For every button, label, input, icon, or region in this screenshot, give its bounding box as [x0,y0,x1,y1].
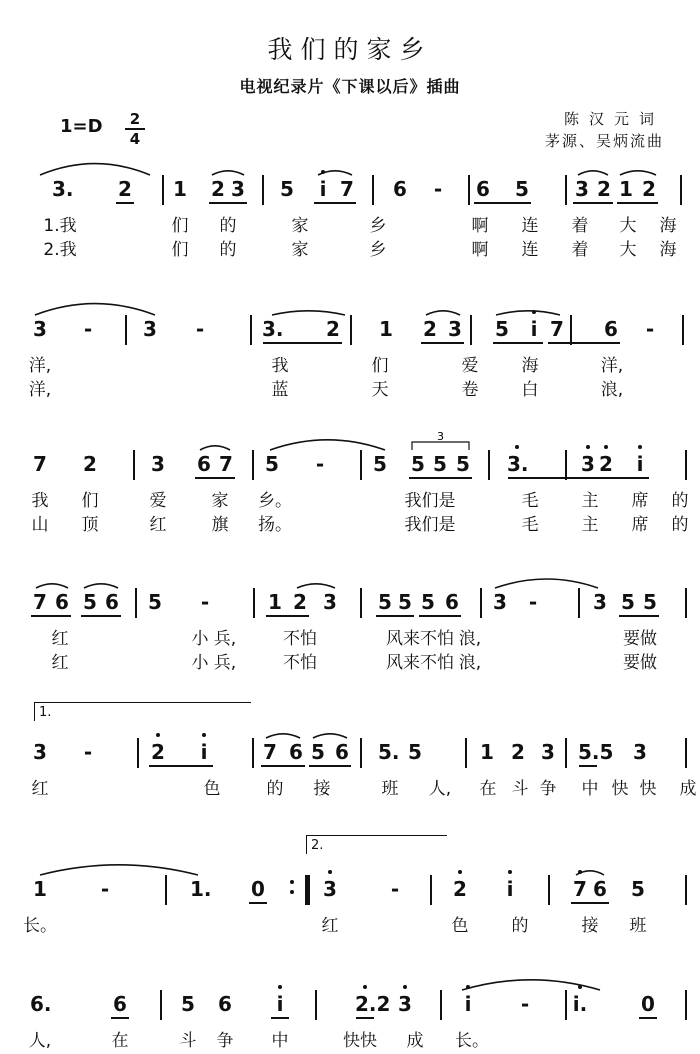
lyric-syllable: 长。 [23,916,57,936]
lyric-syllable: 不怕 [283,629,317,649]
note: 3. [52,177,74,201]
lyric-syllable: 毛 [521,515,539,535]
lyric-syllable: 在 [111,1031,129,1051]
note: 5 [265,452,279,476]
note: 2.2 [355,992,391,1016]
octave-dot [586,445,590,449]
lyric-syllable: 家 [291,240,309,260]
lyric-syllable: 浪, [458,653,482,673]
note: 5 [373,452,387,476]
lyric-syllable: 蓝 [271,380,289,400]
lyric-syllable: 2.我 [43,240,77,260]
note: 3 [323,590,337,614]
notation-marks [0,568,700,628]
note: 5 [421,590,435,614]
note: 2 [151,740,165,764]
note: 2 [511,740,525,764]
lyric-syllable: 成 [679,779,697,799]
lyric-syllable: 着 [571,216,589,236]
lyric-syllable: 山 [31,515,49,535]
lyric-syllable: 浪, [458,629,482,649]
verse1-lyrics [0,215,700,239]
note: 6 [105,590,119,614]
lyric-syllable: 兵, [213,653,237,673]
note: 6 [445,590,459,614]
verse1-lyrics [0,628,700,652]
lyric-syllable: 红 [51,629,69,649]
lyric-syllable: 长。 [455,1031,489,1051]
note: 2 [83,452,97,476]
note: 5 [621,590,635,614]
note: 3 [143,317,157,341]
key-signature: 1=D [60,116,103,137]
slur [297,584,335,588]
note: i. [572,992,588,1016]
lyric-syllable: 色 [203,779,221,799]
note: i [276,992,284,1016]
verse1-lyrics [0,1030,700,1054]
note: 6 [393,177,407,201]
note: 2 [326,317,340,341]
lyric-syllable: 席 [631,491,649,511]
lyric-syllable: 中 [271,1031,289,1051]
octave-dot [458,870,462,874]
lyric-syllable: 快快 [343,1031,377,1051]
note: 3 [398,992,412,1016]
note: 3 [493,590,507,614]
slur [620,171,656,175]
lyric-syllable: 我 [31,491,49,511]
repeat-dot [290,890,294,894]
note: 7 [573,877,587,901]
time-numerator: 2 [125,110,145,130]
lyric-syllable: 的 [266,779,284,799]
note: - [83,317,93,341]
lyric-syllable: 斗 [511,779,529,799]
lyric-syllable: 们 [81,491,99,511]
octave-dot [578,870,582,874]
slur [35,304,155,315]
lyric-syllable: 主 [581,515,599,535]
notation-marks [0,970,700,1030]
note: - [645,317,655,341]
lyric-syllable: 红 [51,653,69,673]
octave-dot [202,733,206,737]
octave-dot [638,445,642,449]
note: 2 [599,452,613,476]
note: 2 [642,177,656,201]
lyric-syllable: 兵, [213,629,237,649]
lyric-syllable: 啊 [471,240,489,260]
lyric-syllable: 大 [619,240,637,260]
note: 3 [33,740,47,764]
note: 3 [575,177,589,201]
note: 3 [323,877,337,901]
lyric-syllable: 主 [581,491,599,511]
lyric-syllable: 接 [313,779,331,799]
slur [270,440,385,450]
note: 3 [448,317,462,341]
note: 2 [597,177,611,201]
octave-dot [363,985,367,989]
lyric-syllable: 家 [291,216,309,236]
octave-dot [578,985,582,989]
note: 5 [433,452,447,476]
octave-dot [278,985,282,989]
slur [40,164,150,175]
note: 5 [495,317,509,341]
lyric-syllable: 大 [619,216,637,236]
lyric-syllable: 啊 [471,216,489,236]
lyric-syllable: 人, [28,1031,52,1051]
note: 5 [83,590,97,614]
lyric-syllable: 班 [381,779,399,799]
verse2-lyrics [0,514,700,538]
lyric-syllable: 的 [511,916,529,936]
time-signature [125,110,145,148]
lyric-syllable: 我 [271,356,289,376]
lyric-syllable: 海 [659,216,677,236]
note: 2 [423,317,437,341]
lyric-syllable: 争 [539,779,557,799]
note: i [200,740,208,764]
octave-dot [156,733,160,737]
lyric-syllable: 乡。 [258,491,292,511]
verse2-lyrics [0,652,700,676]
slur [200,446,230,450]
lyric-syllable: 海 [659,240,677,260]
notation-marks [0,295,700,355]
lyric-syllable: 红 [149,515,167,535]
note: 6 [476,177,490,201]
note: 6 [197,452,211,476]
volta-2-bracket [306,835,447,854]
notation-marks [0,855,700,915]
note: 7 [219,452,233,476]
octave-dot [515,445,519,449]
lyric-syllable: 们 [371,356,389,376]
lyric-syllable: 连 [521,216,539,236]
lyric-syllable: 顶 [81,515,99,535]
note: - [433,177,443,201]
note: 7 [340,177,354,201]
composer-credit: 茅源、吴炳流曲 [544,132,664,150]
note: 7 [550,317,564,341]
note: 1 [268,590,282,614]
lyric-syllable: 席 [631,515,649,535]
notation-marks [0,430,700,490]
slur [496,311,560,315]
slur [84,584,118,588]
slur [426,311,460,315]
note: 5 [515,177,529,201]
slur [495,579,598,588]
lyric-syllable: 斗 [179,1031,197,1051]
note: 0 [251,877,265,901]
slur [313,734,347,738]
note: i [319,177,327,201]
note: 3 [231,177,245,201]
slur [36,584,68,588]
note: 0 [641,992,655,1016]
lyric-syllable: 们 [171,240,189,260]
note: 2 [118,177,132,201]
note: i [636,452,644,476]
note: 7 [33,590,47,614]
octave-dot [321,170,325,174]
lyric-syllable: 我们是 [404,515,456,535]
notation-marks [0,155,700,215]
note: 5 [280,177,294,201]
octave-dot [328,870,332,874]
lyric-syllable: 小 [191,653,209,673]
note: 6 [335,740,349,764]
note: 5 [456,452,470,476]
notation-marks [0,718,700,778]
note: 6 [593,877,607,901]
verse2-lyrics [0,379,700,403]
octave-dot [604,445,608,449]
lyric-syllable: 卷 [461,380,479,400]
note: 3 [581,452,595,476]
lyric-syllable: 旗 [211,515,229,535]
lyric-syllable: 争 [216,1031,234,1051]
octave-dot [466,985,470,989]
lyric-syllable: 白 [521,380,539,400]
note: 7 [263,740,277,764]
note: 2 [293,590,307,614]
note: 6 [55,590,69,614]
note: 3 [33,317,47,341]
slur [578,171,608,175]
lyric-syllable: 洋, [28,380,52,400]
lyric-syllable: 的 [219,216,237,236]
note: 3 [633,740,647,764]
note: 6 [604,317,618,341]
lyric-syllable: 色 [451,916,469,936]
lyric-syllable: 红 [321,916,339,936]
lyric-syllable: 扬。 [258,515,292,535]
slur [212,171,244,175]
note: 3 [593,590,607,614]
lyric-syllable: 洋, [28,356,52,376]
volta-1-bracket [34,702,251,721]
note: i [530,317,538,341]
lyric-syllable: 洋, [600,356,624,376]
lyricist-credit: 陈汉元词 [563,110,664,128]
note: 5 [408,740,422,764]
lyric-syllable: 人, [428,779,452,799]
note: 1 [379,317,393,341]
note: - [200,590,210,614]
lyric-syllable: 快 [611,779,629,799]
verse1-lyrics [0,490,700,514]
volta-2-bracket-label: 2. [311,838,324,853]
lyric-syllable: 风来不怕 [386,653,454,673]
note: 1 [173,177,187,201]
lyric-syllable: 风来不怕 [386,629,454,649]
note: 5 [631,877,645,901]
note: 6 [113,992,127,1016]
note: - [528,590,538,614]
note: 5 [411,452,425,476]
note: 5.5 [578,740,614,764]
lyric-syllable: 中 [581,779,599,799]
note: 5 [148,590,162,614]
note: 6 [289,740,303,764]
note: 5. [378,740,400,764]
verse1-lyrics [0,915,700,939]
lyric-syllable: 海 [521,356,539,376]
note: 5 [643,590,657,614]
note: 1 [619,177,633,201]
verse1-lyrics [0,778,700,802]
lyric-syllable: 不怕 [283,653,317,673]
note: 5 [311,740,325,764]
octave-dot [532,310,536,314]
note: 6 [218,992,232,1016]
repeat-dot [290,880,294,884]
note: - [520,992,530,1016]
note: 1. [190,877,212,901]
lyric-syllable: 在 [479,779,497,799]
note: 6. [30,992,52,1016]
lyric-syllable: 着 [571,240,589,260]
lyric-syllable: 乡 [369,240,387,260]
note: 5 [181,992,195,1016]
slur [272,311,345,315]
note: 3 [151,452,165,476]
note: - [195,317,205,341]
lyric-syllable: 爱 [149,491,167,511]
lyric-syllable: 爱 [461,356,479,376]
lyric-syllable: 1.我 [43,216,77,236]
octave-dot [403,985,407,989]
note: i [506,877,514,901]
lyric-syllable: 家 [211,491,229,511]
note: 3. [507,452,529,476]
note: 3. [262,317,284,341]
verse1-lyrics [0,355,700,379]
lyric-syllable: 天 [371,380,389,400]
time-denominator: 4 [129,130,141,148]
lyric-syllable: 连 [521,240,539,260]
song-title: 我们的家乡 [267,35,433,64]
lyric-syllable: 的 [219,240,237,260]
lyric-syllable: 的 [671,491,689,511]
note: - [83,740,93,764]
lyric-syllable: 要做 [623,653,657,673]
lyric-syllable: 毛 [521,491,539,511]
note: 2 [211,177,225,201]
lyric-syllable: 接 [581,916,599,936]
lyric-syllable: 要做 [623,629,657,649]
lyric-syllable: 小 [191,629,209,649]
note: 5 [398,590,412,614]
lyric-syllable: 们 [171,216,189,236]
note: 1 [33,877,47,901]
lyric-syllable: 乡 [369,216,387,236]
triplet-number: 3 [437,430,444,443]
slur [40,865,198,875]
lyric-syllable: 红 [31,779,49,799]
lyric-syllable: 我们是 [404,491,456,511]
note: 3 [541,740,555,764]
triplet-bracket [412,442,469,450]
song-subtitle: 电视纪录片《下课以后》插曲 [239,77,461,96]
note: - [315,452,325,476]
note: 5 [378,590,392,614]
verse2-lyrics [0,239,700,263]
lyric-syllable: 浪, [600,380,624,400]
note: - [390,877,400,901]
note: 7 [33,452,47,476]
lyric-syllable: 成 [406,1031,424,1051]
note: 1 [480,740,494,764]
note: i [464,992,472,1016]
note: 2 [453,877,467,901]
note: - [100,877,110,901]
lyric-syllable: 快 [639,779,657,799]
slur [266,734,300,738]
volta-1-bracket-label: 1. [39,705,52,720]
lyric-syllable: 班 [629,916,647,936]
lyric-syllable: 的 [671,515,689,535]
octave-dot [508,870,512,874]
